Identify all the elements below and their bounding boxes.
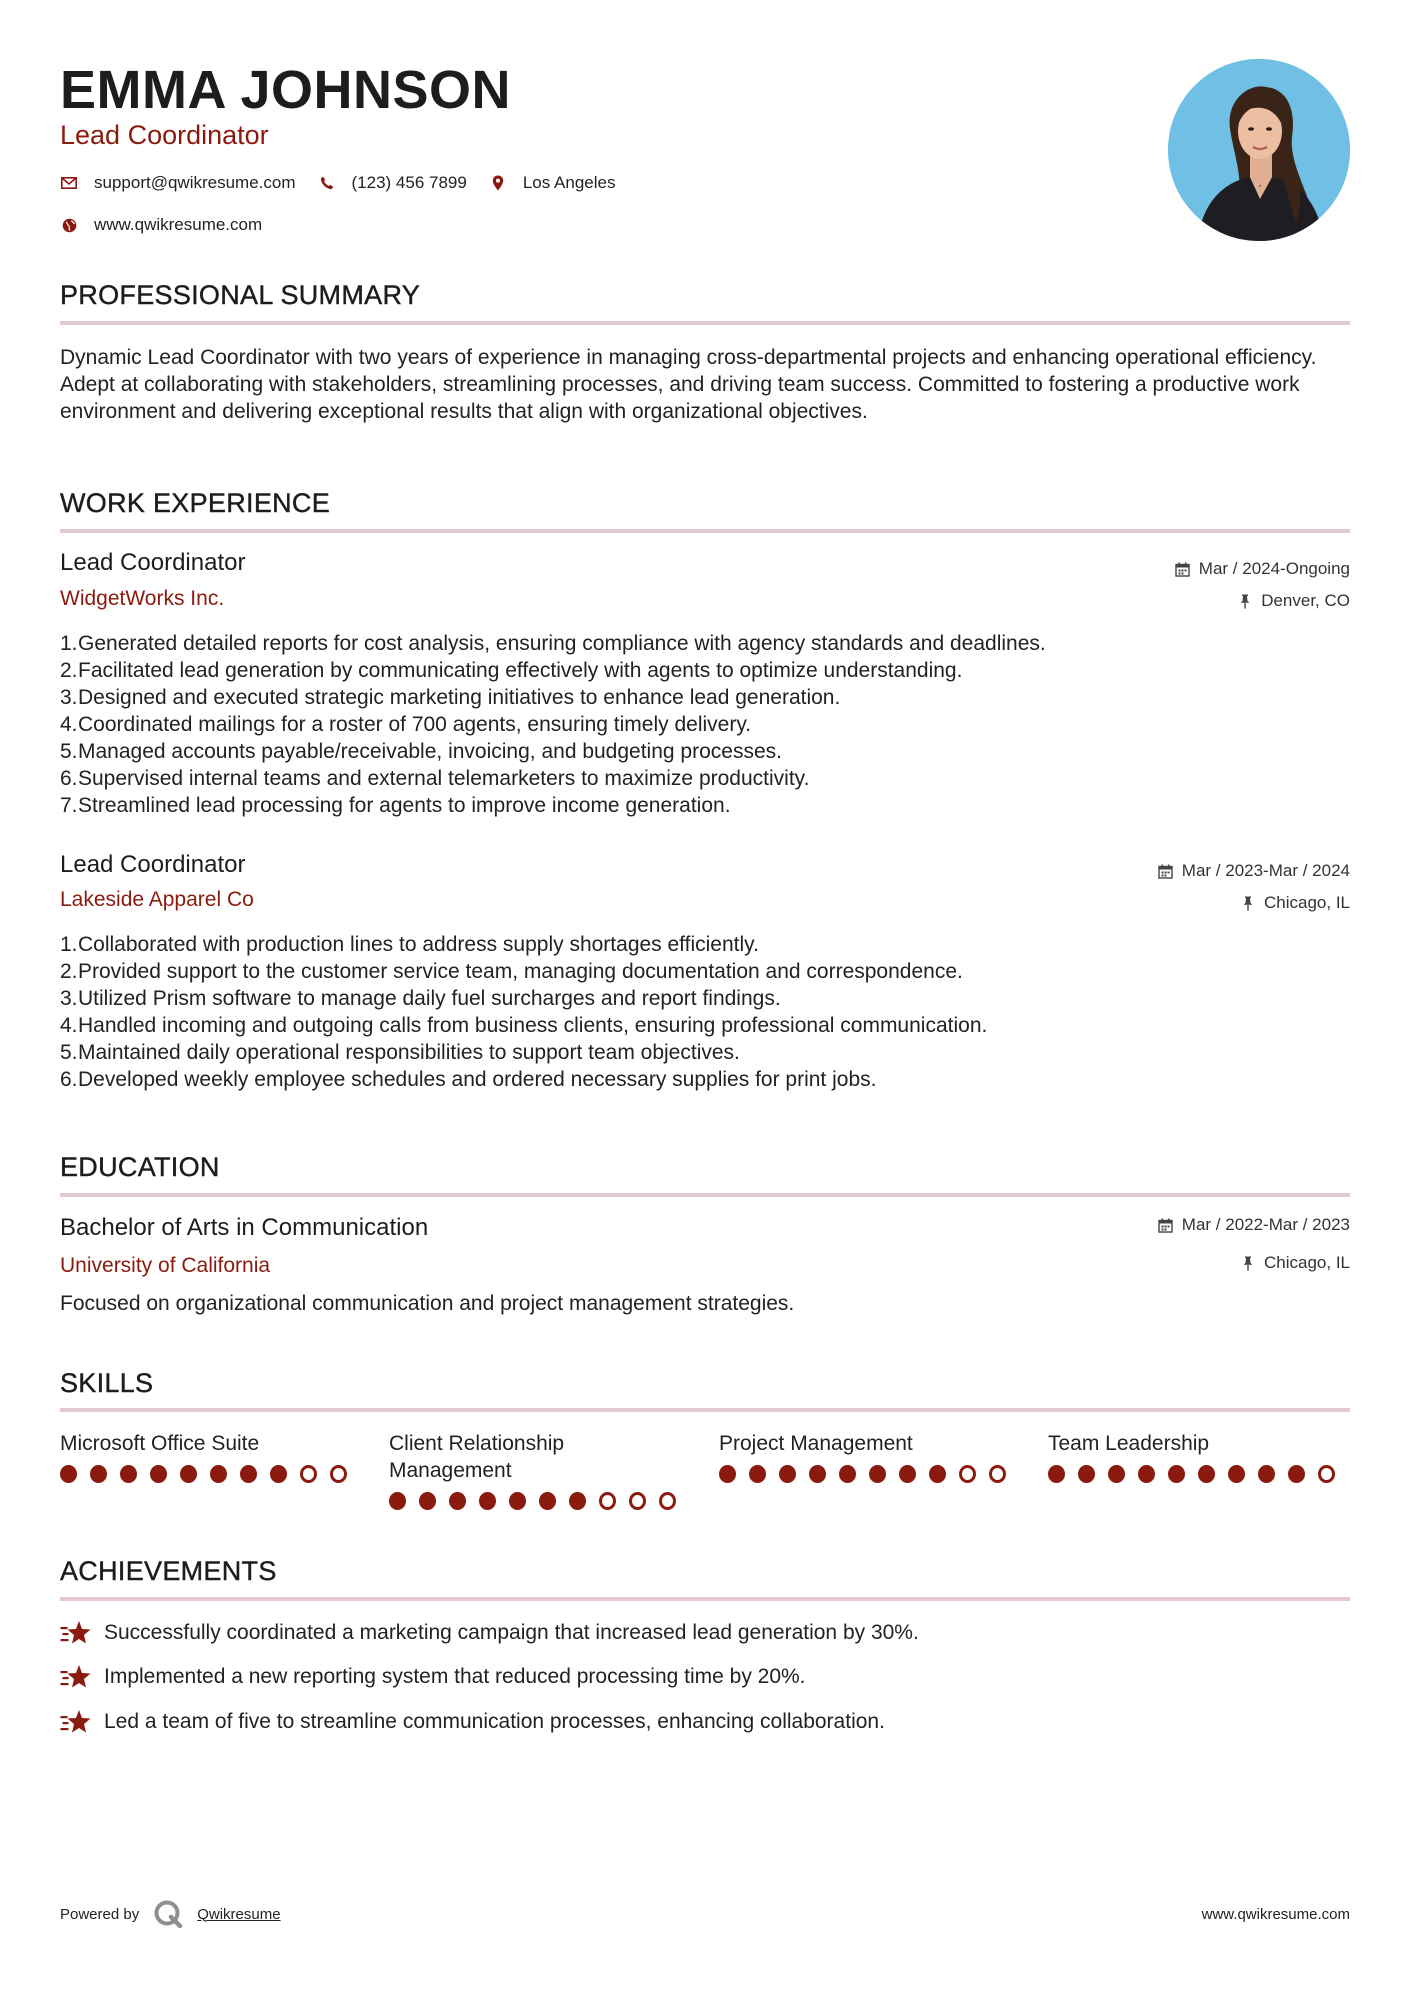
- list-item: [60, 931, 1350, 958]
- rating-dot-filled: [1138, 1465, 1155, 1483]
- job-responsibilities: [60, 630, 1350, 819]
- skill-rating: [719, 1465, 1019, 1483]
- contact-row-2: [60, 213, 284, 237]
- list-number: 2.: [60, 960, 78, 983]
- rating-dot-empty: [599, 1492, 616, 1510]
- degree-title: Bachelor of Arts in Communication: [60, 1214, 429, 1241]
- rating-dot-filled: [509, 1492, 526, 1510]
- rating-dot-empty: [330, 1465, 347, 1483]
- rating-dot-filled: [1258, 1465, 1275, 1483]
- rating-dot-filled: [809, 1465, 826, 1483]
- rating-dot-filled: [1078, 1465, 1095, 1483]
- skills-divider: [60, 1408, 1350, 1412]
- achievements-divider: [60, 1597, 1350, 1601]
- skill-rating: [1048, 1465, 1348, 1483]
- list-item: [60, 1066, 1350, 1093]
- list-item: [60, 792, 1350, 819]
- job-dates-text: Mar / 2023-Mar / 2024: [1181, 861, 1350, 880]
- phone-icon: [318, 174, 336, 192]
- list-number: 3.: [60, 686, 78, 709]
- list-text: Collaborated with production lines to address supply shortages efficiently.: [78, 933, 759, 956]
- star-achievement-icon: [60, 1663, 92, 1691]
- qwikresume-logo-icon: [153, 1899, 183, 1929]
- summary-text: Dynamic Lead Coordinator with two years of experience in managing cross-departmental projects and enhancing operational efficiency. Adept at collaborating with stakeholders, streamlining processes, and driving team success. Committed to fostering a productive work environment and delivering exceptional results that align with organizational objectives.: [60, 346, 1317, 423]
- calendar-icon: [1158, 1217, 1174, 1233]
- skill-item: [389, 1430, 689, 1510]
- education-divider: [60, 1193, 1350, 1197]
- list-number: 5.: [60, 1041, 78, 1064]
- list-number: 2.: [60, 659, 78, 682]
- star-achievement-icon: [60, 1619, 92, 1647]
- star-achievement-icon: [60, 1708, 92, 1736]
- job-dates-text: Mar / 2024-Ongoing: [1198, 559, 1350, 578]
- school-name: University of California: [60, 1254, 271, 1277]
- website-text: www.qwikresume.com: [94, 215, 263, 234]
- job-title: Lead Coordinator: [60, 851, 246, 878]
- skill-rating: [389, 1492, 689, 1510]
- rating-dot-filled: [869, 1465, 886, 1483]
- candidate-name: EMMA JOHNSON: [60, 60, 512, 120]
- rating-dot-filled: [60, 1465, 77, 1483]
- achievement-text: Successfully coordinated a marketing campaign that increased lead generation by 30%.: [104, 1621, 919, 1644]
- rating-dot-filled: [539, 1492, 556, 1510]
- rating-dot-filled: [389, 1492, 406, 1510]
- contact-website[interactable]: [60, 215, 262, 235]
- rating-dot-filled: [839, 1465, 856, 1483]
- list-number: 4.: [60, 1014, 78, 1037]
- education-description: Focused on organizational communication and project management strategies.: [60, 1292, 795, 1315]
- rating-dot-empty: [629, 1492, 646, 1510]
- phone-text: (123) 456 7899: [351, 173, 467, 192]
- skill-name: Client Relationship Management: [389, 1432, 565, 1482]
- profile-photo: [1168, 59, 1350, 241]
- job-location: [1240, 893, 1350, 913]
- rating-dot-filled: [240, 1465, 257, 1483]
- rating-dot-empty: [1318, 1465, 1335, 1483]
- company-name: Lakeside Apparel Co: [60, 888, 254, 911]
- skill-name: Team Leadership: [1048, 1432, 1210, 1455]
- list-text: Provided support to the customer service team, managing documentation and correspondence.: [78, 960, 963, 983]
- list-number: 6.: [60, 1068, 78, 1091]
- achievement-item: [60, 1708, 885, 1736]
- list-text: Facilitated lead generation by communicating effectively with agents to optimize understanding.: [78, 659, 963, 682]
- list-text: Managed accounts payable/receivable, invoicing, and budgeting processes.: [78, 740, 782, 763]
- rating-dot-filled: [479, 1492, 496, 1510]
- skill-item: [1048, 1430, 1348, 1483]
- list-text: Utilized Prism software to manage daily fuel surcharges and report findings.: [78, 987, 781, 1010]
- list-number: 1.: [60, 933, 78, 956]
- rating-dot-filled: [1108, 1465, 1125, 1483]
- list-item: [60, 630, 1350, 657]
- rating-dot-filled: [1288, 1465, 1305, 1483]
- list-number: 5.: [60, 740, 78, 763]
- rating-dot-filled: [1048, 1465, 1065, 1483]
- skill-rating: [60, 1465, 360, 1483]
- achievement-text: Led a team of five to streamline communication processes, enhancing collaboration.: [104, 1710, 885, 1733]
- calendar-icon: [1158, 863, 1174, 879]
- qwikresume-link[interactable]: Qwikresume: [197, 1905, 281, 1923]
- mail-icon: [60, 174, 78, 192]
- list-item: [60, 958, 1350, 985]
- job-responsibilities: [60, 931, 1350, 1093]
- globe-icon: [60, 216, 78, 234]
- skills-heading: SKILLS: [60, 1368, 154, 1398]
- rating-dot-empty: [959, 1465, 976, 1483]
- list-item: [60, 711, 1350, 738]
- list-text: Generated detailed reports for cost analysis, ensuring compliance with agency standards and deadlines.: [78, 632, 1046, 655]
- rating-dot-filled: [929, 1465, 946, 1483]
- location-pin-icon: [489, 174, 507, 192]
- list-text: Maintained daily operational responsibilities to support team objectives.: [78, 1041, 740, 1064]
- list-item: [60, 765, 1350, 792]
- contact-phone[interactable]: [318, 173, 467, 193]
- list-item: [60, 657, 1350, 684]
- contact-email[interactable]: [60, 173, 296, 193]
- list-text: Designed and executed strategic marketing initiatives to enhance lead generation.: [78, 686, 841, 709]
- list-item: [60, 1012, 1350, 1039]
- list-item: [60, 684, 1350, 711]
- skill-item: [60, 1430, 360, 1483]
- list-number: 7.: [60, 794, 78, 817]
- list-number: 1.: [60, 632, 78, 655]
- job-location-text: Chicago, IL: [1264, 893, 1350, 912]
- list-text: Coordinated mailings for a roster of 700 agents, ensuring timely delivery.: [78, 713, 752, 736]
- list-number: 3.: [60, 987, 78, 1010]
- rating-dot-filled: [90, 1465, 107, 1483]
- footer-url[interactable]: www.qwikresume.com: [1201, 1906, 1350, 1923]
- rating-dot-filled: [569, 1492, 586, 1510]
- skill-name: Project Management: [719, 1432, 913, 1455]
- achievement-text: Implemented a new reporting system that reduced processing time by 20%.: [104, 1665, 806, 1688]
- rating-dot-filled: [419, 1492, 436, 1510]
- list-text: Handled incoming and outgoing calls from business clients, ensuring professional communication.: [78, 1014, 988, 1037]
- pin-icon: [1240, 895, 1256, 911]
- achievements-heading: ACHIEVEMENTS: [60, 1556, 277, 1586]
- job-dates: [1158, 861, 1350, 881]
- education-heading: EDUCATION: [60, 1152, 220, 1182]
- rating-dot-filled: [270, 1465, 287, 1483]
- rating-dot-filled: [120, 1465, 137, 1483]
- education-location-text: Chicago, IL: [1264, 1253, 1350, 1272]
- rating-dot-empty: [659, 1492, 676, 1510]
- education-location: [1240, 1253, 1350, 1273]
- email-text: support@qwikresume.com: [94, 173, 296, 192]
- list-text: Streamlined lead processing for agents to improve income generation.: [78, 794, 731, 817]
- list-item: [60, 1039, 1350, 1066]
- list-item: [60, 985, 1350, 1012]
- achievement-item: [60, 1663, 806, 1691]
- footer-powered-by: [60, 1899, 281, 1929]
- rating-dot-filled: [1168, 1465, 1185, 1483]
- rating-dot-filled: [449, 1492, 466, 1510]
- list-number: 6.: [60, 767, 78, 790]
- summary-divider: [60, 321, 1350, 325]
- job-location: [1237, 591, 1350, 611]
- rating-dot-filled: [1228, 1465, 1245, 1483]
- education-dates: [1158, 1215, 1350, 1235]
- rating-dot-filled: [180, 1465, 197, 1483]
- list-text: Developed weekly employee schedules and ordered necessary supplies for print jobs.: [78, 1068, 877, 1091]
- pin-icon: [1237, 593, 1253, 609]
- job-title: Lead Coordinator: [60, 549, 246, 576]
- powered-by-text: Powered by: [60, 1905, 140, 1923]
- pin-icon: [1240, 1255, 1256, 1271]
- list-item: [60, 738, 1350, 765]
- list-text: Supervised internal teams and external telemarketers to maximize productivity.: [78, 767, 810, 790]
- skill-name: Microsoft Office Suite: [60, 1432, 260, 1455]
- job-location-text: Denver, CO: [1261, 591, 1350, 610]
- experience-heading: WORK EXPERIENCE: [60, 488, 331, 518]
- rating-dot-filled: [1198, 1465, 1215, 1483]
- rating-dot-filled: [150, 1465, 167, 1483]
- achievement-item: [60, 1619, 919, 1647]
- list-number: 4.: [60, 713, 78, 736]
- calendar-icon: [1175, 561, 1191, 577]
- education-dates-text: Mar / 2022-Mar / 2023: [1181, 1215, 1350, 1234]
- contact-row: [60, 171, 637, 195]
- rating-dot-filled: [210, 1465, 227, 1483]
- job-dates: [1175, 559, 1350, 579]
- company-name: WidgetWorks Inc.: [60, 587, 225, 610]
- candidate-title: Lead Coordinator: [60, 120, 269, 150]
- rating-dot-empty: [300, 1465, 317, 1483]
- location-text: Los Angeles: [522, 173, 616, 192]
- rating-dot-filled: [779, 1465, 796, 1483]
- rating-dot-filled: [749, 1465, 766, 1483]
- contact-location: [489, 173, 616, 193]
- skill-item: [719, 1430, 1019, 1483]
- rating-dot-empty: [989, 1465, 1006, 1483]
- rating-dot-filled: [899, 1465, 916, 1483]
- experience-divider: [60, 529, 1350, 533]
- summary-heading: PROFESSIONAL SUMMARY: [60, 280, 421, 310]
- rating-dot-filled: [719, 1465, 736, 1483]
